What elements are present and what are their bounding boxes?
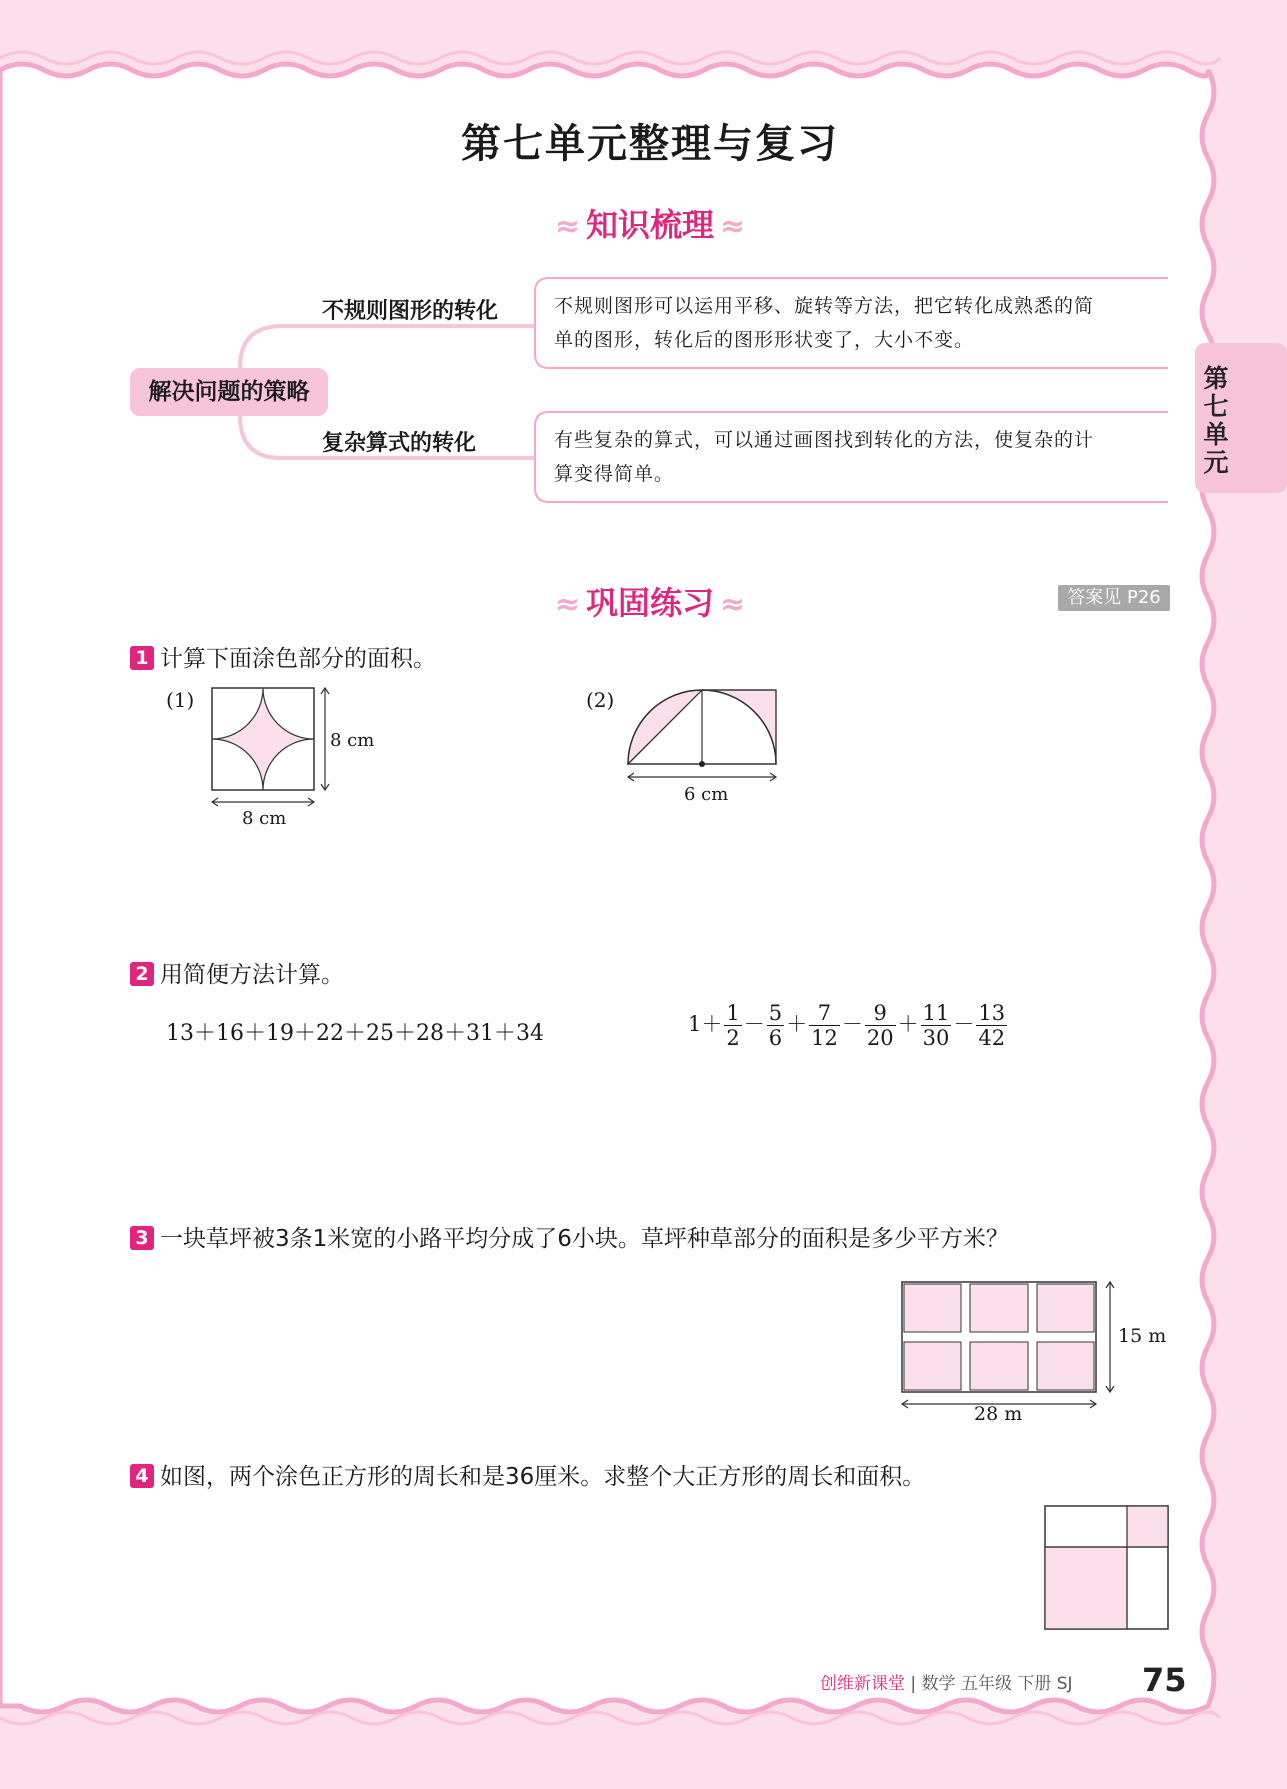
numerator: 5 <box>768 1001 783 1025</box>
page-number: 75 <box>1142 1661 1187 1699</box>
denominator: 12 <box>811 1026 838 1050</box>
numerator: 13 <box>978 1001 1006 1025</box>
definition-line: 算变得简单。 <box>554 463 675 485</box>
figure-1-side-label: 8 cm <box>330 730 375 751</box>
footer <box>820 1669 1073 1694</box>
fraction <box>767 1001 784 1050</box>
denominator: 20 <box>866 1026 894 1050</box>
practice-heading-text: 巩固练习 <box>585 584 714 622</box>
fraction <box>865 1001 896 1050</box>
branch-label-shape: 不规则图形的转化 <box>322 299 499 324</box>
figure-squares <box>1040 1500 1174 1634</box>
branch-label-expression: 复杂算式的转化 <box>322 431 477 456</box>
figure-square-star <box>200 680 380 840</box>
question-text: 计算下面涂色部分的面积。 <box>160 646 436 672</box>
expr-op: ＋ <box>786 1012 808 1036</box>
mindmap-root: 解决问题的策略 <box>130 368 328 416</box>
expr-op: － <box>953 1012 975 1036</box>
figure-2-bottom-label: 6 cm <box>684 784 729 805</box>
figure-semicircle <box>620 680 790 790</box>
lawn-width-label: 28 m <box>974 1403 1023 1425</box>
fraction <box>976 1001 1007 1050</box>
page-title: 第七单元整理与复习 <box>461 121 839 167</box>
question-3 <box>130 1220 1009 1253</box>
answer-reference-badge: 答案见 P26 <box>1058 585 1170 611</box>
expr-lead: 1＋ <box>688 1012 723 1036</box>
figure-lawn <box>898 1276 1118 1416</box>
numerator: 1 <box>726 1001 740 1025</box>
numerator: 9 <box>865 1001 896 1026</box>
question-1 <box>130 640 436 673</box>
footer-brand: 创维新课堂 <box>820 1674 905 1694</box>
question-2 <box>130 956 344 989</box>
wave-right-icon: ≈ <box>720 209 746 244</box>
side-tab-label: 第七单元 <box>1203 364 1229 477</box>
fraction <box>921 1001 952 1050</box>
question-number: 1 <box>130 646 154 670</box>
expr-op: － <box>841 1012 863 1036</box>
fraction <box>809 1001 840 1050</box>
expr-op: － <box>743 1012 765 1036</box>
denominator: 30 <box>922 1026 950 1050</box>
denominator: 42 <box>978 1026 1006 1050</box>
wave-left-icon: ≈ <box>554 587 580 622</box>
expression-fractions <box>688 1001 1009 1050</box>
definition-line: 有些复杂的算式，可以通过画图找到转化的方法，使复杂的计 <box>554 429 1095 451</box>
question-text: 用简便方法计算。 <box>160 962 344 988</box>
figure-2-label: (2) <box>586 688 615 712</box>
footer-info: 数学 五年级 下册 SJ <box>921 1674 1073 1694</box>
footer-separator: | <box>910 1674 917 1694</box>
numerator: 7 <box>809 1001 840 1026</box>
wave-left-icon: ≈ <box>554 209 580 244</box>
question-number: 4 <box>130 1464 154 1488</box>
fraction <box>724 1001 741 1050</box>
knowledge-heading-text: 知识梳理 <box>585 206 714 244</box>
numerator: 11 <box>922 1001 950 1025</box>
question-text: 一块草坪被3条1米宽的小路平均分成了6小块。草坪种草部分的面积是多少平方米？ <box>160 1226 1009 1252</box>
denominator: 2 <box>726 1026 740 1050</box>
figure-1-label: (1) <box>166 688 195 712</box>
question-number: 2 <box>130 962 154 986</box>
expression-integers: 13＋16＋19＋22＋25＋28＋31＋34 <box>166 1021 544 1046</box>
question-4 <box>130 1458 925 1491</box>
definition-expression <box>554 423 1094 491</box>
question-text: 如图，两个涂色正方形的周长和是36厘米。求整个大正方形的周长和面积。 <box>160 1464 926 1490</box>
expr-op: ＋ <box>897 1012 919 1036</box>
denominator: 6 <box>768 1026 783 1050</box>
definition-line: 单的图形，转化后的图形形状变了，大小不变。 <box>554 329 975 351</box>
question-number: 3 <box>130 1226 154 1250</box>
definition-shape <box>554 289 1094 357</box>
lawn-height-label: 15 m <box>1118 1325 1167 1347</box>
wave-right-icon: ≈ <box>720 587 746 622</box>
figure-1-bottom-label: 8 cm <box>242 808 287 829</box>
definition-line: 不规则图形可以运用平移、旋转等方法，把它转化成熟悉的简 <box>554 295 1095 317</box>
